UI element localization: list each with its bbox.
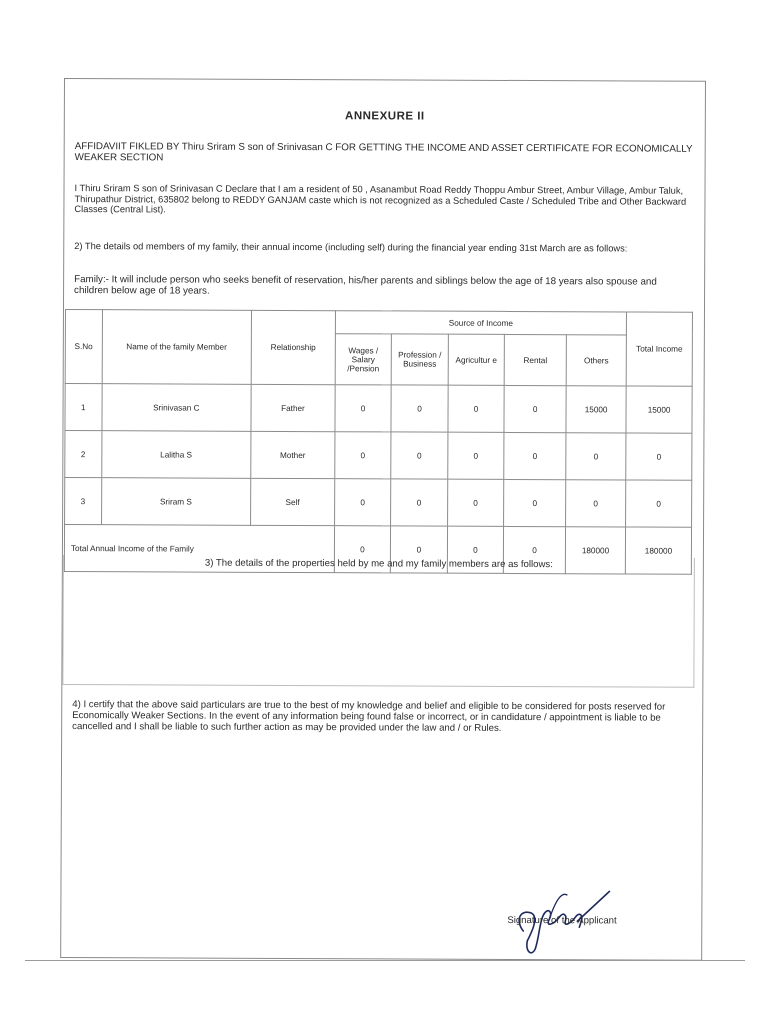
header-wages: Wages / Salary /Pension bbox=[335, 334, 392, 385]
page-bottom-rule bbox=[25, 960, 745, 961]
cell-others: 0 bbox=[566, 433, 626, 480]
properties-section bbox=[62, 555, 695, 688]
header-profession: Profession / Business bbox=[391, 334, 448, 385]
total-wages: 0 bbox=[334, 526, 391, 573]
declaration-paragraph: I Thiru Sriram S son of Srinivasan C Declare that I am a resident of 50 , Asanambut Road Reddy Thoppu Ambur Street, Ambur Village, Ambur Taluk, Thirupathur District, 635802 belong to REDDY GANJAM caste which is not recognized as a Scheduled Caste / Scheduled Tribe and Other Backward Classes (Central List). bbox=[74, 183, 687, 215]
cell-name: Sriram S bbox=[101, 478, 251, 526]
cell-wages: 0 bbox=[335, 432, 392, 479]
page-title: ANNEXURE II bbox=[344, 110, 425, 123]
certification-paragraph: 4) I certify that the above said particulars are true to the best of my knowledge and belief and eligible to be considered for posts reserved for Economically Weaker Sections. In the event of any information being found false or incorrect, or in candidature / appointment is liable to be cancelled and I shall be liable to such further action as may be provided under the law and / or Rules. bbox=[72, 699, 666, 734]
total-agriculture: 0 bbox=[447, 526, 504, 573]
cell-wages: 0 bbox=[335, 385, 392, 432]
cell-sno: 2 bbox=[65, 431, 102, 478]
header-rental: Rental bbox=[504, 334, 566, 385]
cell-others: 0 bbox=[566, 480, 626, 527]
header-source-of-income: Source of Income bbox=[335, 311, 626, 335]
table-row bbox=[65, 431, 692, 481]
cell-name: Srinivasan C bbox=[102, 384, 252, 432]
table-row bbox=[65, 478, 692, 528]
total-profession: 0 bbox=[391, 526, 448, 573]
affidavit-page bbox=[60, 78, 706, 961]
family-definition: Family:- It will include person who seeks benefit of reservation, his/her parents and siblings below the age of 18 years also spouse and children below age of 18 years. bbox=[74, 274, 657, 297]
cell-sno: 1 bbox=[65, 384, 102, 431]
cell-relationship: Self bbox=[251, 478, 335, 525]
cell-rental: 0 bbox=[504, 385, 566, 432]
total-income-value: 180000 bbox=[625, 527, 691, 574]
header-relationship: Relationship bbox=[251, 310, 335, 384]
header-sno: S.No bbox=[65, 310, 102, 384]
cell-profession: 0 bbox=[391, 479, 448, 526]
properties-label: 3) The details of the properties held by me and my family members are as follows: bbox=[204, 557, 553, 571]
total-rental: 0 bbox=[503, 526, 565, 573]
cell-total: 15000 bbox=[626, 386, 692, 433]
cell-profession: 0 bbox=[391, 432, 448, 479]
cell-wages: 0 bbox=[334, 479, 391, 526]
header-others: Others bbox=[566, 335, 626, 386]
total-others: 180000 bbox=[565, 527, 625, 574]
total-income-label: Total Annual Income of the Family bbox=[64, 525, 334, 573]
cell-relationship: Mother bbox=[251, 431, 335, 478]
header-agriculture: Agricultur e bbox=[448, 334, 505, 385]
cell-profession: 0 bbox=[391, 385, 448, 432]
header-member-name: Name of the family Member bbox=[102, 310, 252, 385]
cell-rental: 0 bbox=[504, 479, 566, 526]
affidavit-heading: AFFIDAVIIT FIKLED BY Thiru Sriram S son of Srinivasan C FOR GETTING THE INCOME AND ASSET CERTIFICATE FOR ECONOMICALLY WEAKER SECTION bbox=[74, 141, 693, 164]
cell-relationship: Father bbox=[251, 384, 335, 431]
cell-agriculture: 0 bbox=[447, 432, 504, 479]
table-row bbox=[65, 384, 692, 434]
header-total-income: Total Income bbox=[626, 312, 692, 386]
income-table bbox=[64, 309, 693, 575]
family-details-intro: 2) The details od members of my family, their annual income (including self) during the financial year ending 31st March are as follows: bbox=[74, 241, 628, 254]
cell-sno: 3 bbox=[65, 478, 102, 525]
cell-agriculture: 0 bbox=[447, 479, 504, 526]
signature-label: Signature of the Applicant bbox=[507, 914, 617, 927]
cell-others: 15000 bbox=[566, 386, 626, 433]
cell-rental: 0 bbox=[504, 432, 566, 479]
cell-agriculture: 0 bbox=[448, 385, 505, 432]
cell-total: 0 bbox=[626, 433, 692, 480]
applicant-signature bbox=[509, 861, 619, 961]
cell-total: 0 bbox=[626, 480, 692, 527]
cell-name: Lalitha S bbox=[101, 431, 251, 479]
